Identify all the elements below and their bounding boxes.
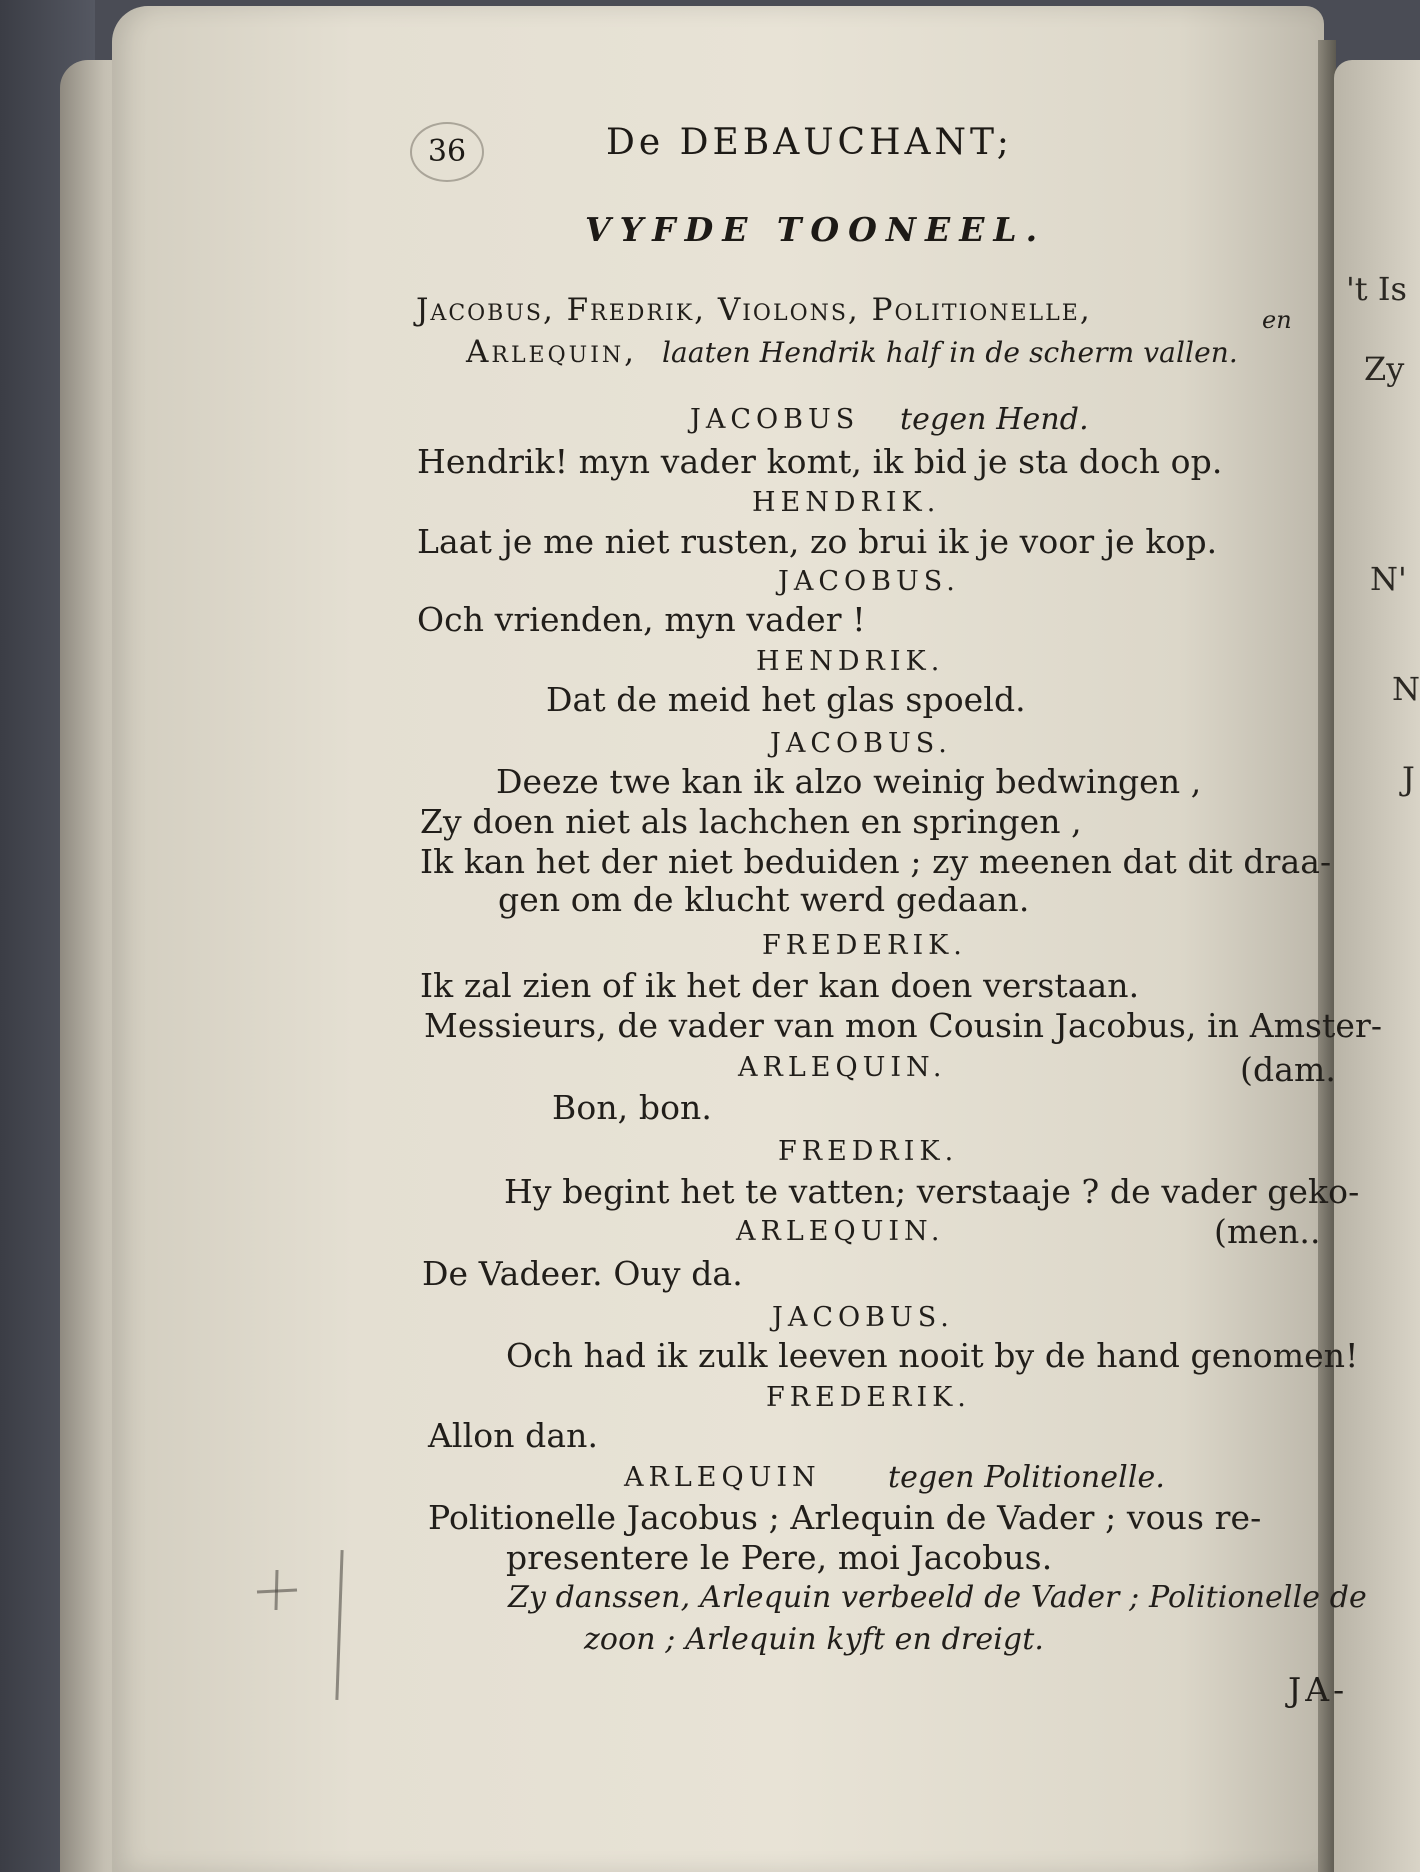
pencil-plus-mark (255, 1568, 299, 1612)
speaker-label: JACOBUS. (772, 1302, 954, 1333)
facing-fragment: J (1402, 760, 1415, 798)
speaker-label: HENDRIK. (752, 487, 941, 518)
cast-en: en (1262, 306, 1292, 334)
cast-line-2-stage: laaten Hendrik half in de scherm vallen. (662, 336, 1238, 369)
dialogue-line: Ik kan het der niet beduiden ; zy meenen dat dit draa- (420, 842, 1332, 881)
dialogue-line: Hendrik! myn vader komt, ik bid je sta doch op. (417, 442, 1223, 481)
dialogue-line: Ik zal zien of ik het der kan doen verstaan. (420, 966, 1140, 1005)
stage-direction: tegen Hend. (900, 402, 1089, 437)
speaker-label: JACOBUS (690, 404, 860, 435)
stage-direction: zoon ; Arlequin kyft en dreigt. (584, 1622, 1044, 1657)
speaker-label: HENDRIK. (756, 646, 945, 677)
dialogue-line: De Vadeer. Ouy da. (422, 1254, 743, 1293)
facing-fragment: N (1392, 670, 1420, 708)
dialogue-line: Politionelle Jacobus ; Arlequin de Vader ; vous re- (428, 1498, 1262, 1537)
dialogue-line: Deeze twe kan ik alzo weinig bedwingen , (496, 762, 1202, 801)
stage-direction: tegen Politionelle. (888, 1460, 1166, 1495)
speaker-label: FREDERIK. (766, 1382, 971, 1413)
speaker-label: ARLEQUIN. (736, 1216, 945, 1247)
page-number: 36 (410, 122, 484, 182)
line-turnover: (men.. (1214, 1212, 1321, 1251)
dialogue-line: Allon dan. (428, 1416, 599, 1455)
running-title: De DEBAUCHANT; (606, 122, 1013, 163)
speaker-label: ARLEQUIN (624, 1462, 821, 1493)
dialogue-line: Hy begint het te vatten; verstaaje ? de vader geko- (504, 1172, 1360, 1211)
facing-fragment: N' (1370, 560, 1407, 598)
speaker-label: ARLEQUIN. (738, 1052, 947, 1083)
dialogue-line: Dat de meid het glas spoeld. (546, 680, 1026, 719)
catchword: JA- (1288, 1670, 1349, 1709)
speaker-label: FREDRIK. (778, 1136, 959, 1167)
dialogue-line: Messieurs, de vader van mon Cousin Jacobus, in Amster- (424, 1006, 1383, 1045)
dialogue-line: presentere le Pere, moi Jacobus. (506, 1538, 1053, 1577)
dialogue-line: Bon, bon. (552, 1088, 712, 1127)
speaker-label: FREDERIK. (762, 930, 967, 961)
scene-title: VYFDE TOONEEL. (585, 210, 1047, 249)
cast-line-2-name: Arlequin, (466, 334, 637, 370)
speaker-label: JACOBUS. (770, 728, 952, 759)
stage-direction: Zy danssen, Arlequin verbeeld de Vader ; Politionelle de (508, 1580, 1367, 1615)
facing-fragment: Zy (1364, 350, 1405, 388)
dialogue-line: Zy doen niet als lachchen en springen , (420, 802, 1082, 841)
dialogue-line: Och vrienden, myn vader ! (417, 600, 866, 639)
dialogue-line: gen om de klucht werd gedaan. (498, 880, 1030, 919)
facing-fragment: 't Is (1346, 270, 1407, 308)
line-turnover: (dam. (1240, 1050, 1336, 1089)
cast-line-1: Jacobus, Fredrik, Violons, Politionelle, (416, 292, 1092, 328)
speaker-label: JACOBUS. (778, 566, 960, 597)
dialogue-line: Och had ik zulk leeven nooit by de hand genomen! (506, 1336, 1359, 1375)
dialogue-line: Laat je me niet rusten, zo brui ik je voor je kop. (417, 522, 1218, 561)
